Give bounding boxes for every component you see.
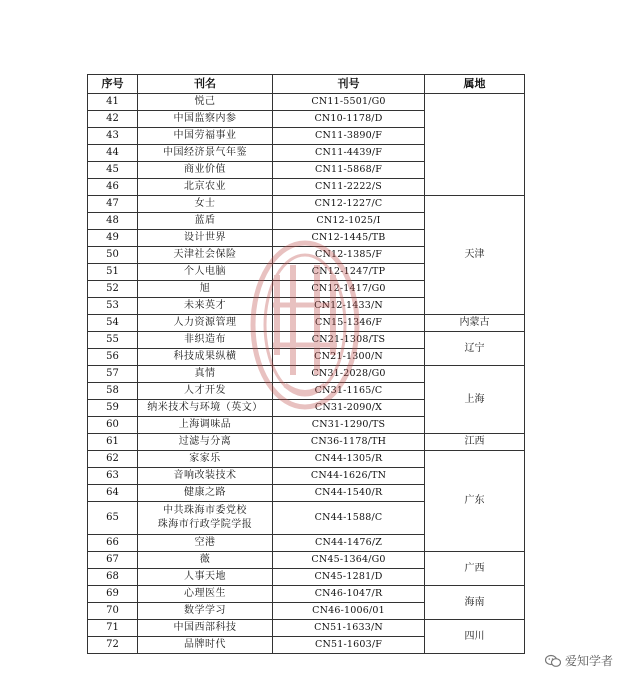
cell-serial: 69	[88, 586, 138, 603]
cell-serial: 46	[88, 179, 138, 196]
cell-serial: 41	[88, 94, 138, 111]
journal-table	[87, 74, 525, 654]
table-row	[88, 586, 525, 603]
cell-serial: 42	[88, 111, 138, 128]
cell-journal-name: 人事天地	[138, 569, 273, 586]
cell-serial: 43	[88, 128, 138, 145]
header-journal-code: 刊号	[273, 75, 425, 94]
table-row	[88, 620, 525, 637]
table-row	[88, 552, 525, 569]
cell-journal-code: CN12-1025/I	[273, 213, 425, 230]
table-row	[88, 94, 525, 111]
table-row	[88, 366, 525, 383]
cell-serial: 72	[88, 637, 138, 654]
cell-journal-name: 过滤与分离	[138, 434, 273, 451]
cell-journal-code: CN46-1006/01	[273, 603, 425, 620]
brand-watermark	[545, 652, 613, 669]
cell-journal-name: 品牌时代	[138, 637, 273, 654]
journal-name-line: 珠海市行政学院学报	[157, 519, 253, 530]
cell-journal-code: CN12-1247/TP	[273, 264, 425, 281]
header-row	[88, 75, 525, 94]
cell-journal-name: 心理医生	[138, 586, 273, 603]
cell-journal-code: CN10-1178/D	[273, 111, 425, 128]
cell-journal-name: 纳米技术与环境（英文）	[138, 400, 273, 417]
cell-serial: 45	[88, 162, 138, 179]
cell-serial: 51	[88, 264, 138, 281]
table-row	[88, 451, 525, 468]
cell-serial: 54	[88, 315, 138, 332]
cell-journal-name	[138, 502, 273, 535]
cell-journal-code: CN45-1364/G0	[273, 552, 425, 569]
cell-journal-name: 数学学习	[138, 603, 273, 620]
cell-journal-name: 家家乐	[138, 451, 273, 468]
cell-region: 江西	[425, 434, 525, 451]
cell-journal-name: 空港	[138, 535, 273, 552]
cell-serial: 56	[88, 349, 138, 366]
cell-journal-code: CN12-1417/G0	[273, 281, 425, 298]
cell-journal-code: CN51-1633/N	[273, 620, 425, 637]
cell-region: 四川	[425, 620, 525, 654]
cell-journal-code: CN31-1290/TS	[273, 417, 425, 434]
cell-serial: 58	[88, 383, 138, 400]
cell-serial: 64	[88, 485, 138, 502]
table-header	[88, 75, 525, 94]
cell-region: 海南	[425, 586, 525, 620]
cell-serial: 49	[88, 230, 138, 247]
cell-serial: 55	[88, 332, 138, 349]
cell-serial: 61	[88, 434, 138, 451]
wechat-icon	[545, 654, 561, 668]
table-row	[88, 332, 525, 349]
cell-journal-name: 薇	[138, 552, 273, 569]
cell-journal-code: CN12-1433/N	[273, 298, 425, 315]
cell-serial: 53	[88, 298, 138, 315]
cell-journal-code: CN44-1626/TN	[273, 468, 425, 485]
table-row	[88, 196, 525, 213]
cell-serial: 44	[88, 145, 138, 162]
cell-journal-code: CN15-1346/F	[273, 315, 425, 332]
header-region: 属地	[425, 75, 525, 94]
cell-serial: 48	[88, 213, 138, 230]
cell-journal-code: CN45-1281/D	[273, 569, 425, 586]
cell-region: 广东	[425, 451, 525, 552]
cell-serial: 67	[88, 552, 138, 569]
cell-journal-code: CN11-3890/F	[273, 128, 425, 145]
cell-journal-name: 天津社会保险	[138, 247, 273, 264]
header-journal-name: 刊名	[138, 75, 273, 94]
header-serial: 序号	[88, 75, 138, 94]
cell-journal-code: CN11-4439/F	[273, 145, 425, 162]
cell-journal-code: CN11-5501/G0	[273, 94, 425, 111]
cell-serial: 63	[88, 468, 138, 485]
cell-journal-name: 真情	[138, 366, 273, 383]
cell-journal-code: CN11-2222/S	[273, 179, 425, 196]
cell-serial: 57	[88, 366, 138, 383]
cell-journal-code: CN44-1588/C	[273, 502, 425, 535]
cell-serial: 65	[88, 502, 138, 535]
cell-journal-code: CN12-1227/C	[273, 196, 425, 213]
cell-journal-name: 人才开发	[138, 383, 273, 400]
cell-journal-code: CN21-1300/N	[273, 349, 425, 366]
cell-serial: 59	[88, 400, 138, 417]
cell-serial: 71	[88, 620, 138, 637]
cell-journal-code: CN44-1305/R	[273, 451, 425, 468]
cell-serial: 52	[88, 281, 138, 298]
cell-journal-code: CN12-1385/F	[273, 247, 425, 264]
cell-journal-name: 女士	[138, 196, 273, 213]
cell-journal-name: 北京农业	[138, 179, 273, 196]
cell-journal-name: 未来英才	[138, 298, 273, 315]
cell-journal-name: 中国经济景气年鉴	[138, 145, 273, 162]
cell-serial: 60	[88, 417, 138, 434]
cell-serial: 62	[88, 451, 138, 468]
cell-journal-code: CN31-2090/X	[273, 400, 425, 417]
cell-journal-name: 中国西部科技	[138, 620, 273, 637]
cell-journal-name: 旭	[138, 281, 273, 298]
cell-journal-name: 设计世界	[138, 230, 273, 247]
cell-journal-name: 个人电脑	[138, 264, 273, 281]
cell-serial: 70	[88, 603, 138, 620]
cell-journal-code: CN12-1445/TB	[273, 230, 425, 247]
cell-journal-code: CN36-1178/TH	[273, 434, 425, 451]
cell-journal-code: CN44-1540/R	[273, 485, 425, 502]
cell-region: 上海	[425, 366, 525, 434]
cell-serial: 47	[88, 196, 138, 213]
cell-journal-code: CN46-1047/R	[273, 586, 425, 603]
cell-journal-code: CN31-1165/C	[273, 383, 425, 400]
journal-name-line: 中共珠海市委党校	[163, 505, 247, 516]
table-body	[88, 94, 525, 654]
cell-journal-code: CN31-2028/G0	[273, 366, 425, 383]
cell-serial: 66	[88, 535, 138, 552]
cell-journal-name: 科技成果纵横	[138, 349, 273, 366]
cell-journal-name: 上海调味品	[138, 417, 273, 434]
table-row	[88, 315, 525, 332]
cell-serial: 68	[88, 569, 138, 586]
cell-region: 天津	[425, 196, 525, 315]
cell-journal-name: 中国监察内参	[138, 111, 273, 128]
cell-region: 辽宁	[425, 332, 525, 366]
cell-journal-code: CN44-1476/Z	[273, 535, 425, 552]
cell-journal-name: 悦己	[138, 94, 273, 111]
cell-journal-name: 非织造布	[138, 332, 273, 349]
cell-serial: 50	[88, 247, 138, 264]
cell-journal-name: 健康之路	[138, 485, 273, 502]
cell-journal-code: CN21-1308/TS	[273, 332, 425, 349]
cell-journal-code: CN11-5868/F	[273, 162, 425, 179]
cell-journal-name: 商业价值	[138, 162, 273, 179]
cell-region: 广西	[425, 552, 525, 586]
journal-table-container	[87, 74, 524, 654]
brand-text: 爱知学者	[564, 654, 613, 668]
cell-journal-name: 中国劳福事业	[138, 128, 273, 145]
cell-journal-name: 蓝盾	[138, 213, 273, 230]
cell-journal-name: 音响改装技术	[138, 468, 273, 485]
cell-journal-code: CN51-1603/F	[273, 637, 425, 654]
cell-region	[425, 94, 525, 196]
cell-journal-name: 人力资源管理	[138, 315, 273, 332]
cell-region: 内蒙古	[425, 315, 525, 332]
table-row	[88, 434, 525, 451]
